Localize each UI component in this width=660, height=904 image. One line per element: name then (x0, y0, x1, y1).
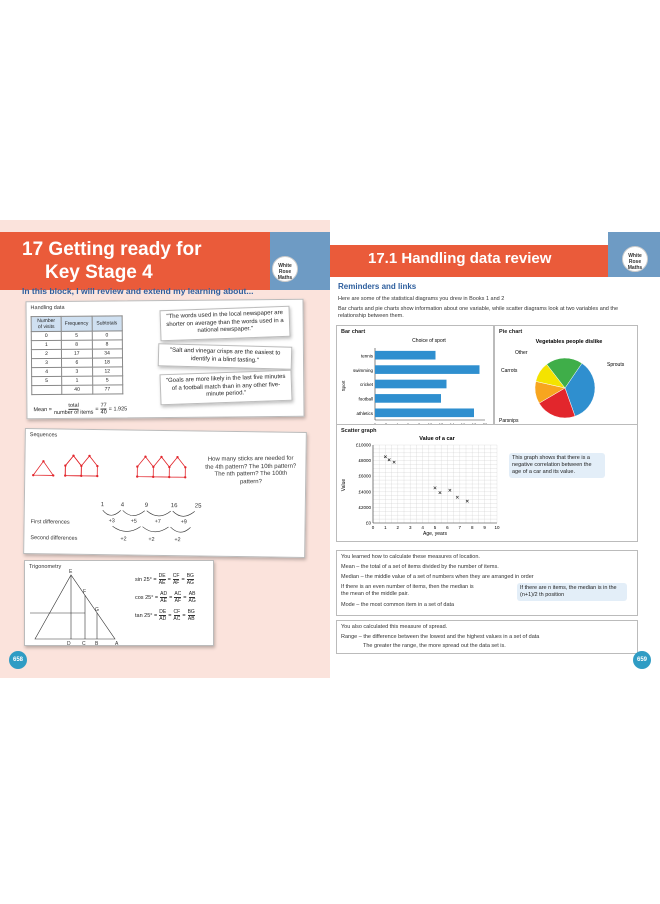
fraction-denominator: AE (158, 580, 166, 586)
range-definition: Range – the difference between the lowest and the highest values in a set of data (341, 634, 540, 640)
bar-category-label: swimming (352, 367, 373, 373)
sequence-term: 9 (144, 502, 149, 509)
right-page (330, 220, 660, 678)
sequences-card (23, 428, 307, 558)
fraction-numerator: AC (174, 591, 182, 597)
trig-fraction (173, 609, 180, 622)
table-cell: 77 (92, 385, 122, 394)
section-title: 17.1 Handling data review (368, 250, 552, 267)
bar-y-label: Sport (341, 380, 346, 392)
block-intro: In this block, I will review and extend my learning about... (22, 286, 254, 296)
frequency-table (31, 315, 123, 395)
bar (375, 351, 436, 360)
white-rose-logo: White Rose Maths (622, 246, 648, 272)
scatter-y-tick: £2000 (358, 504, 371, 510)
quote-card: "The words used in the local newspaper are shorter on average than the words used in a national newspaper." (160, 306, 291, 341)
fraction-denominator: AB (187, 616, 195, 622)
first-difference: +5 (130, 518, 137, 525)
scatter-point (456, 496, 459, 499)
bar-chart (337, 326, 495, 438)
bar (375, 365, 480, 374)
scatter-point (393, 461, 396, 464)
table-cell: 3 (62, 367, 93, 376)
fraction-denominator: AF (172, 580, 180, 586)
table-cell: 1 (62, 376, 93, 385)
first-differences-label: First differences (30, 519, 70, 526)
scatter-x-tick: 3 (408, 525, 412, 530)
bar-category-label: football (358, 396, 373, 402)
location-intro: You learned how to calculate these measures of location. (341, 554, 480, 560)
fraction-numerator: CF (172, 573, 180, 579)
fraction-denominator: AC (173, 616, 181, 622)
point-label-g: G (95, 607, 99, 613)
median-definition: Median – the middle value of a set of numbers when they are arranged in order (341, 574, 534, 580)
scatter-point (466, 500, 469, 503)
second-differences-label: Second differences (30, 535, 78, 542)
table-header: Subtotals (92, 316, 122, 331)
bar (375, 380, 447, 389)
second-difference: +2 (174, 537, 181, 544)
trigonometry-card (24, 560, 214, 646)
pie-slice-label: Other (515, 350, 528, 356)
fraction-denominator: AF (174, 598, 181, 604)
table-cell: 4 (32, 367, 62, 376)
sequence-question: How many sticks are needed for the 4th pattern? The 10th pattern? The nth pattern? The 100th pattern? (205, 455, 297, 485)
table-cell: 8 (92, 340, 122, 349)
sin-lhs: sin 25° = (135, 576, 157, 583)
handling-data-label: Handling data (30, 304, 65, 312)
trig-fraction (159, 609, 166, 622)
point-label-f: F (83, 589, 87, 595)
fraction-numerator: BG (187, 609, 195, 615)
bar (375, 408, 474, 417)
bar-chart-label: Bar chart (341, 329, 366, 335)
scatter-x-tick: 7 (458, 525, 462, 530)
location-box (336, 550, 638, 616)
scatter-x-label: Age, years (423, 531, 447, 537)
mean-frac-num: 77 (100, 402, 107, 409)
mean-formula (33, 402, 127, 416)
median-even-note: If there is an even number of items, then the median is the mean of the middle pair. (341, 584, 474, 597)
banner-accent (270, 232, 330, 290)
pie-title: Vegetables people dislike (535, 339, 603, 345)
scatter-y-tick: £6000 (358, 473, 371, 479)
page-number-left: 658 (9, 651, 27, 669)
sin-equation (135, 573, 196, 586)
sequence-term: 16 (170, 503, 178, 510)
trigonometry-label: Trigonometry (29, 564, 62, 570)
first-difference: +7 (154, 518, 161, 525)
chapter-title-line2: Key Stage 4 (45, 262, 153, 283)
table-cell: 5 (92, 376, 122, 385)
page-number-right: 659 (633, 651, 651, 669)
spread-intro: You also calculated this measure of spread. (341, 624, 448, 630)
first-difference: +3 (108, 518, 115, 525)
fraction-numerator: DE (159, 609, 167, 615)
sequences-label: Sequences (29, 432, 58, 439)
table-cell: 18 (92, 358, 122, 367)
fraction-numerator: AB (188, 591, 196, 597)
left-page (0, 220, 330, 678)
pie-chart (495, 326, 639, 438)
mean-result: = 1.925 (108, 405, 128, 412)
scatter-title: Value of a car (419, 436, 455, 442)
mean-fraction (54, 403, 94, 416)
table-cell: 8 (61, 340, 92, 349)
sequence-term: 1 (100, 502, 105, 509)
fraction-denominator: AE (160, 598, 167, 604)
bar-chart-box (336, 325, 494, 437)
correlation-note: This graph shows that there is a negative correlation between the age of a car and its value. (509, 453, 605, 478)
pie-chart-box (494, 325, 638, 437)
pie-slice-label: Sprouts (607, 362, 625, 368)
equals-sign: = (181, 576, 185, 583)
scatter-y-label: Value (341, 478, 347, 492)
scatter-x-tick: 10 (494, 525, 500, 530)
scatter-x-tick: 0 (371, 525, 375, 530)
scatter-y-tick: £0 (365, 520, 371, 526)
reminders-heading: Reminders and links (338, 282, 417, 291)
pie-slice-label: Parsnips (499, 418, 519, 424)
scatter-label: Scatter graph (341, 428, 377, 434)
tan-lhs: tan 25° = (135, 612, 158, 619)
quote-card: "Salt and vinegar crisps are the easiest to identify in a blind tasting." (158, 343, 293, 369)
trig-fraction (159, 573, 166, 586)
equals-sign: = (183, 594, 187, 601)
bar-category-label: tennis (360, 353, 373, 359)
chapter-title-line1: 17 Getting ready for (22, 239, 202, 260)
range-note: The greater the range, the more spread out the data set is. (363, 643, 506, 649)
table-cell: 2 (31, 349, 61, 358)
trig-fraction (174, 591, 181, 604)
table-cell: 0 (31, 331, 61, 340)
sequence-term: 25 (194, 503, 202, 510)
second-difference: +2 (120, 536, 127, 543)
point-label-a: A (115, 641, 119, 647)
fraction-denominator: AG (186, 580, 194, 586)
pie-slice-label: Carrots (501, 368, 518, 374)
median-position-note: If there are n items, the median is in the (n+1)/2 th position (517, 583, 627, 601)
point-label-b: B (95, 641, 99, 647)
equals-sign: = (167, 576, 171, 583)
section-banner (330, 245, 608, 277)
fraction-numerator: DE (158, 573, 166, 579)
scatter-x-tick: 2 (396, 525, 400, 530)
table-cell: 40 (62, 385, 93, 394)
trig-fraction (188, 609, 195, 622)
trig-fraction (160, 591, 167, 604)
bar-chart-title: Choice of sport (412, 338, 446, 344)
mean-numerator: total (68, 402, 79, 409)
scatter-x-tick: 5 (433, 525, 437, 530)
table-cell: 0 (92, 331, 122, 340)
table-cell: 6 (61, 358, 92, 367)
scatter-x-tick: 1 (384, 525, 387, 530)
point-label-e: E (69, 569, 73, 575)
equals-sign: = (168, 612, 172, 619)
point-label-c: C (82, 641, 86, 647)
table-cell: 3 (31, 358, 61, 367)
mean-denominator: number of items (53, 409, 94, 416)
equals-sign: = (169, 594, 173, 601)
scatter-x-tick: 8 (470, 525, 474, 530)
table-cell: 1 (31, 340, 61, 349)
scatter-x-tick: 9 (483, 525, 486, 530)
table-cell: 34 (92, 349, 122, 358)
scatter-box (336, 424, 638, 542)
spread-box (336, 620, 638, 654)
mean-equals: = (95, 406, 99, 413)
table-header: Number of visits (31, 316, 61, 331)
table-cell: 5 (61, 331, 92, 340)
mean-definition: Mean – the total of a set of items divided by the number of items. (341, 564, 499, 570)
fraction-numerator: AD (160, 591, 168, 597)
scatter-x-tick: 4 (421, 525, 424, 530)
scatter-x-tick: 6 (446, 525, 449, 530)
trig-fraction (189, 591, 196, 604)
table-cell (32, 385, 62, 394)
cos-equation (135, 591, 196, 604)
fraction-numerator: CF (173, 609, 181, 615)
intro-line-1: Here are some of the statistical diagrams you drew in Books 1 and 2 (338, 296, 505, 302)
mode-definition: Mode – the most common item in a set of data (341, 602, 455, 608)
chapter-banner (0, 232, 270, 290)
scatter-y-tick: £10000 (355, 442, 371, 448)
table-cell: 5 (32, 376, 62, 385)
equals-sign: = (182, 612, 186, 619)
bar (375, 394, 441, 403)
intro-line-2: Bar charts and pie charts show information about one variable, while scatter diagrams look at two variables and the relationship between them. (338, 306, 619, 319)
mean-frac-den: 40 (100, 409, 107, 416)
table-cell: 12 (92, 367, 122, 376)
trig-fraction (173, 573, 180, 586)
point-label-d: D (67, 641, 71, 647)
mean-value-fraction (101, 403, 107, 416)
scatter-graph (337, 425, 507, 543)
trig-fraction (187, 573, 194, 586)
quote-card: "Goals are more likely in the last five minutes of a football match than in any other five-minute period." (160, 370, 293, 405)
bar-category-label: cricket (359, 382, 373, 388)
second-difference: +2 (148, 536, 155, 543)
tan-equation (135, 609, 196, 622)
table-header: Frequency (61, 316, 92, 331)
first-difference: +9 (180, 519, 187, 526)
sequence-term: 4 (120, 502, 125, 509)
mean-prefix: Mean = (33, 406, 52, 413)
fraction-denominator: AG (188, 598, 196, 604)
table-cell: 17 (61, 349, 92, 358)
pie-chart-label: Pie chart (499, 329, 523, 335)
bar-category-label: athletics (356, 410, 373, 416)
banner-accent (608, 232, 660, 277)
white-rose-logo: White Rose Maths (272, 256, 298, 282)
table-row (32, 385, 123, 395)
scatter-point (449, 489, 452, 492)
cos-lhs: cos 25° = (135, 594, 159, 601)
fraction-numerator: BG (186, 573, 194, 579)
scatter-y-tick: £8000 (358, 458, 371, 464)
scatter-y-tick: £4000 (358, 489, 371, 495)
fraction-denominator: AD (159, 616, 167, 622)
